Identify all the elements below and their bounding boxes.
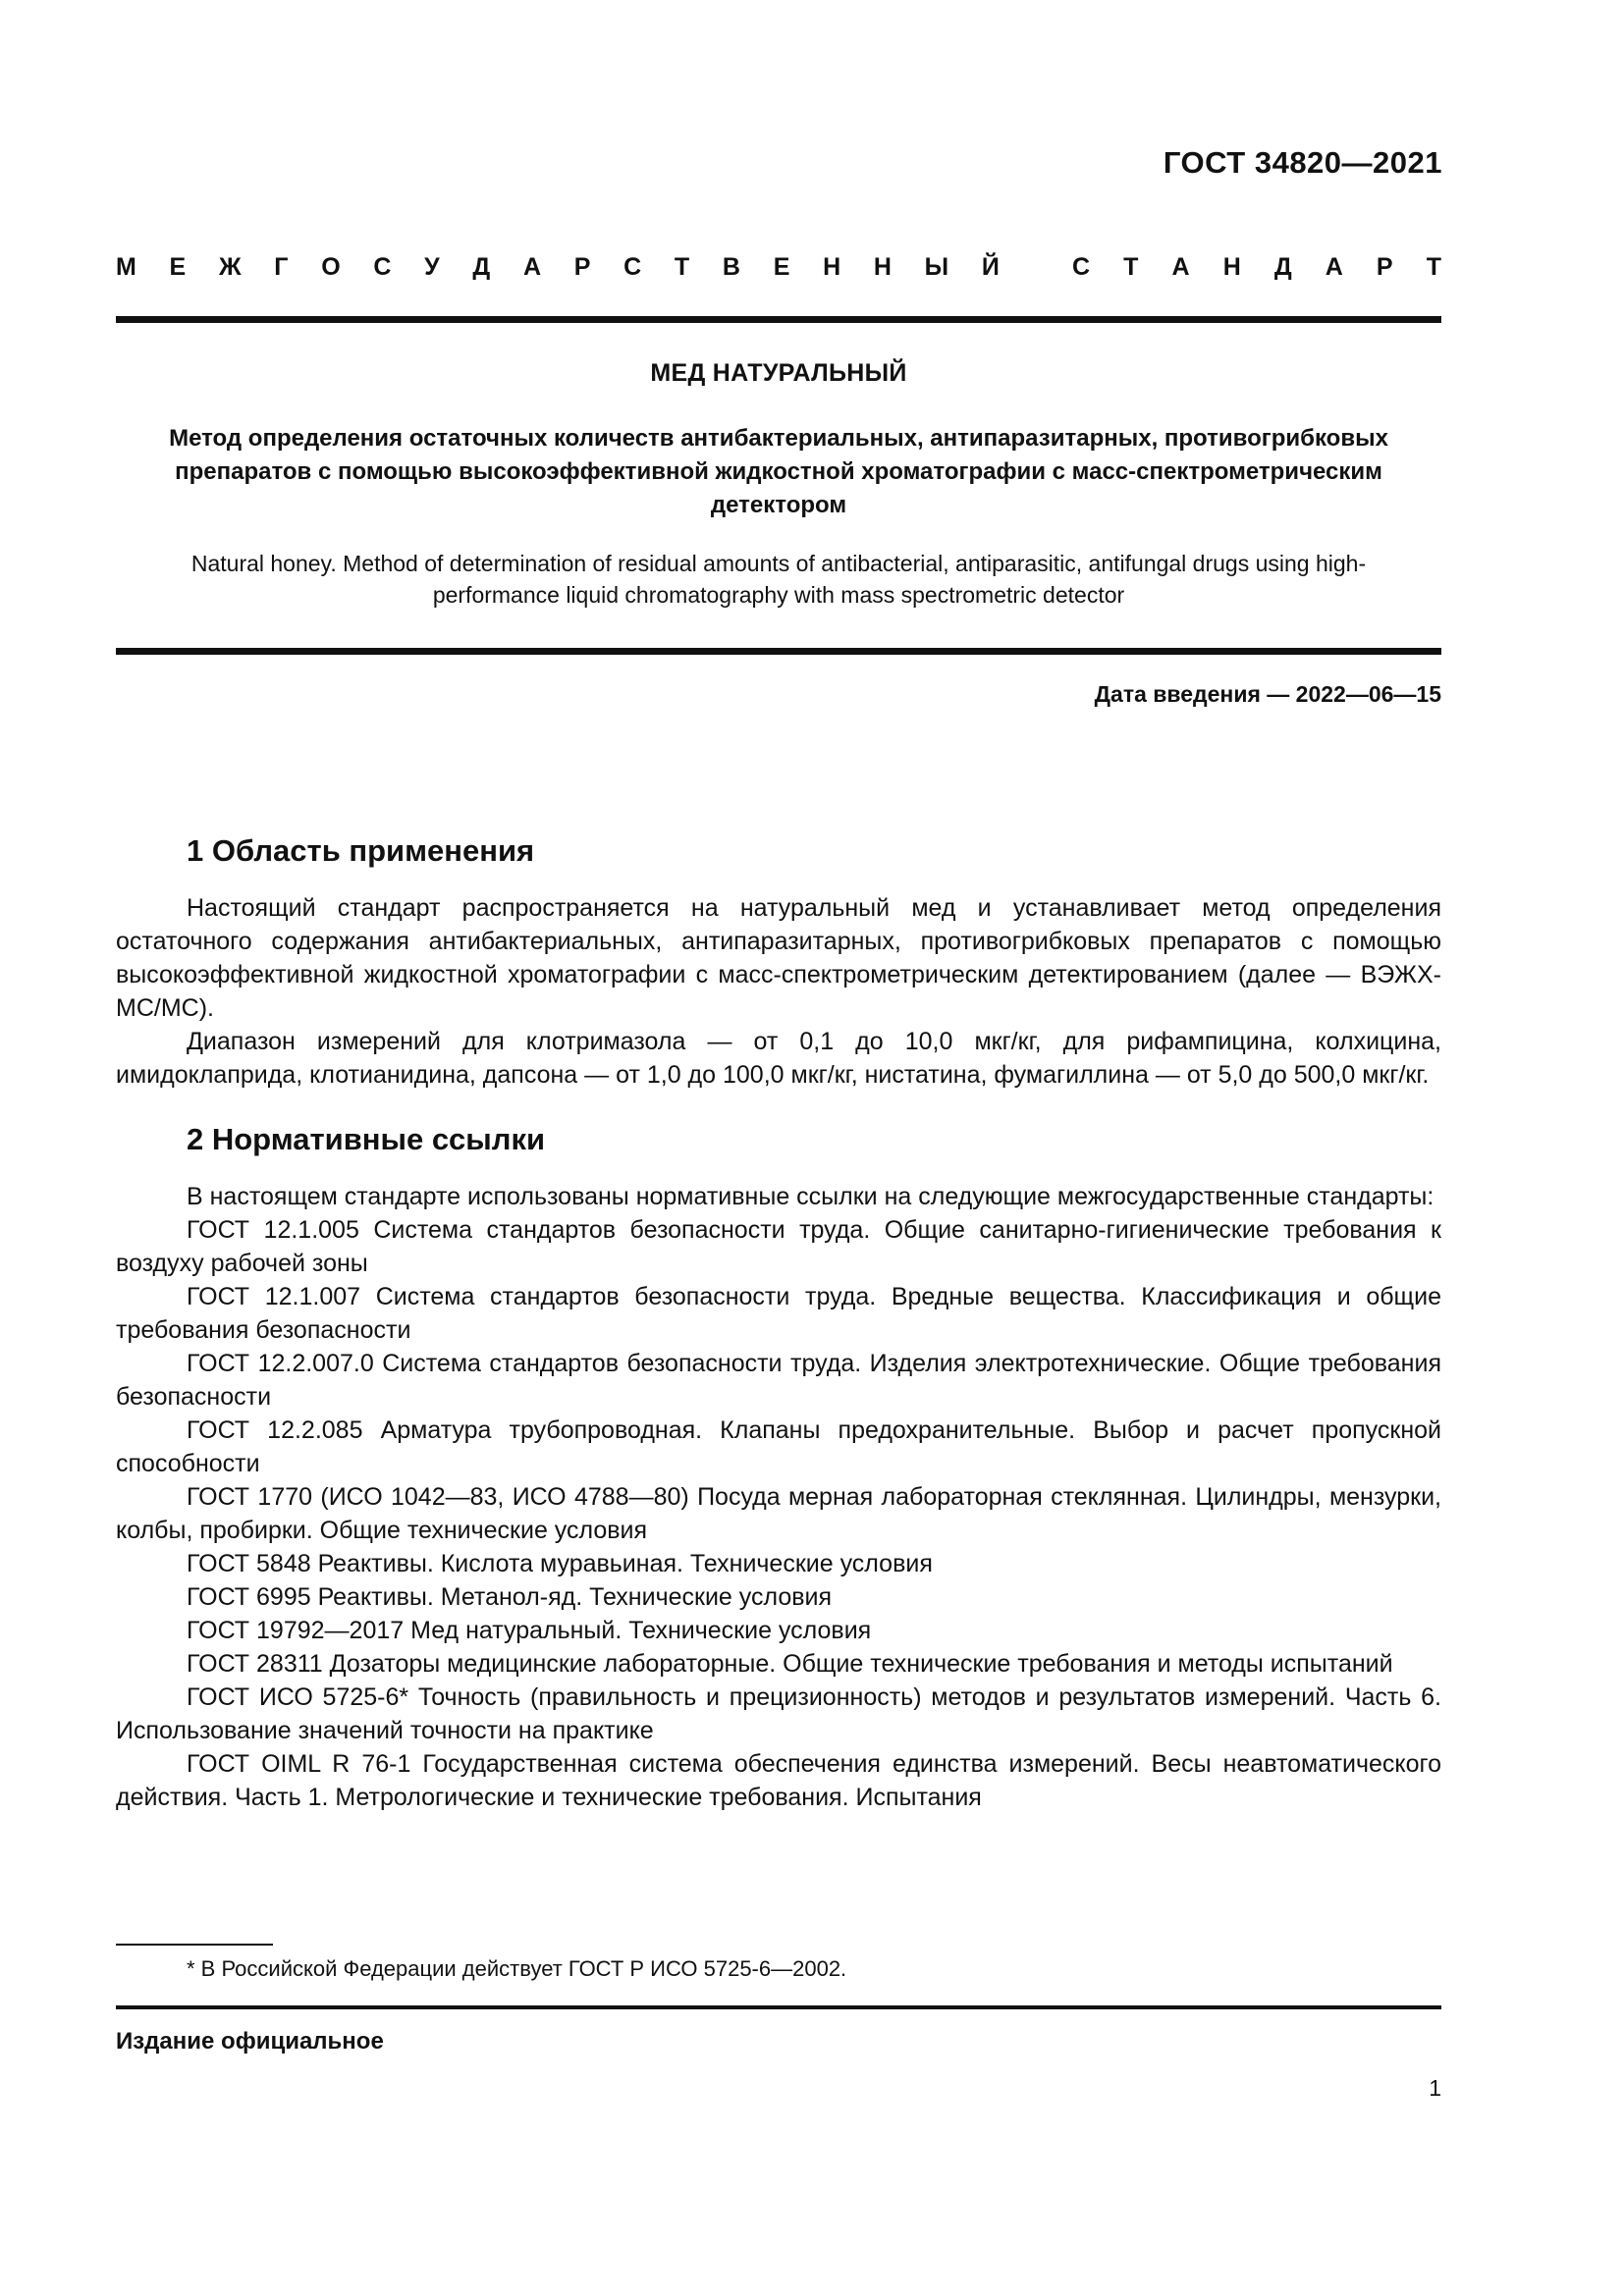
standard-type-word-1 <box>116 253 1000 282</box>
section-paragraph: В настоящем стандарте использованы нормативные ссылки на следующие межгосударственные стандарты: <box>187 1183 1435 1210</box>
section-paragraph: ГОСТ 19792—2017 Мед натуральный. Технические условия <box>187 1617 872 1644</box>
title-bottom-rule <box>116 648 1441 655</box>
standard-type-word-1-letter: Й <box>981 253 1000 281</box>
standard-type-word-2-letter: А <box>1325 253 1343 281</box>
document-subtitle: Метод определения остаточных количеств антибактериальных, антипаразитарных, противогрибковых препаратов с помощью высокоэффективной жидкостной хроматографии с масс-спектрометрическим детектором <box>169 425 1388 518</box>
standard-type-word-1-letter: Ж <box>218 253 242 281</box>
standard-type-word-1-letter: Н <box>873 253 892 281</box>
standard-type-word-2-letter: Н <box>1222 253 1241 281</box>
standard-type-word-1-letter: Ы <box>924 253 949 281</box>
standard-type-word-1-letter: С <box>373 253 392 281</box>
standard-type-word-2-letter: Р <box>1376 253 1393 281</box>
standard-type-word-2 <box>1072 253 1441 282</box>
section-paragraph: ГОСТ 6995 Реактивы. Метанол-яд. Технические условия <box>187 1583 833 1611</box>
bottom-rule <box>116 2005 1441 2009</box>
standard-type-word-2-letter: Т <box>1123 253 1139 281</box>
standard-type-heading <box>116 253 1441 282</box>
standard-type-word-1-letter: Р <box>573 253 591 281</box>
section-paragraph: ГОСТ 12.1.007 Система стандартов безопасности труда. Вредные вещества. Классификация и общие требования безопасности <box>116 1283 1441 1344</box>
section-paragraph: ГОСТ 5848 Реактивы. Кислота муравьиная. Технические условия <box>187 1550 933 1577</box>
standard-type-word-1-letter: У <box>424 253 440 281</box>
top-rule <box>116 316 1441 323</box>
section-paragraph: Настоящий стандарт распространяется на натуральный мед и устанавливает метод определения остаточного содержания антибактериальных, антипаразитарных, противогрибковых препаратов с помощью высокоэффективной жидкостной хроматографии с масс-спектрометрическим детектированием (далее — ВЭЖХ-МС/МС). <box>116 894 1441 1022</box>
standard-type-word-1-letter: М <box>116 253 136 281</box>
page-number: 1 <box>1429 2075 1441 2101</box>
standard-type-word-1-letter: Д <box>472 253 491 281</box>
standard-type-word-1-letter: Е <box>773 253 790 281</box>
standard-type-word-1-letter: Г <box>274 253 289 281</box>
section-paragraph: Диапазон измерений для клотримазола — от 0,1 до 10,0 мкг/кг, для рифампицина, колхицина, имидоклаприда, клотианидина, дапсона — от 1,0 до 100,0 мкг/кг, нистатина, фумагиллина — от 5,0 до 500,0 мкг/кг. <box>116 1028 1441 1089</box>
section-paragraph: ГОСТ OIML R 76-1 Государственная система обеспечения единства измерений. Весы неавтоматического действия. Часть 1. Метрологические и технические требования. Испытания <box>116 1750 1441 1811</box>
standard-type-word-1-letter: Н <box>823 253 841 281</box>
footnote: * В Российской Федерации действует ГОСТ Р ИСО 5725-6—2002. <box>187 1956 847 1981</box>
standard-type-word-1-letter: С <box>623 253 642 281</box>
standard-type-word-2-letter: Д <box>1273 253 1292 281</box>
introduction-date: Дата введения — 2022—06—15 <box>1094 681 1441 707</box>
section-paragraph: ГОСТ ИСО 5725-6* Точность (правильность и прецизионность) методов и результатов измерений. Часть 6. Использование значений точности на практике <box>116 1683 1441 1744</box>
section-heading: 1 Область применения <box>187 833 535 868</box>
standard-type-word-2-letter: А <box>1171 253 1190 281</box>
standard-type-word-2-letter: С <box>1072 253 1091 281</box>
section-paragraph: ГОСТ 12.2.007.0 Система стандартов безопасности труда. Изделия электротехнические. Общие требования безопасности <box>116 1350 1441 1411</box>
section-paragraph: ГОСТ 12.1.005 Система стандартов безопасности труда. Общие санитарно-гигиенические требования к воздуху рабочей зоны <box>116 1216 1441 1277</box>
section-paragraph: ГОСТ 12.2.085 Арматура трубопроводная. Клапаны предохранительные. Выбор и расчет пропускной способности <box>116 1416 1441 1477</box>
document-body <box>116 832 1441 1814</box>
section-heading: 2 Нормативные ссылки <box>187 1122 546 1156</box>
standard-type-word-1-letter: В <box>722 253 740 281</box>
standard-type-word-1-letter: А <box>522 253 542 281</box>
document-title: МЕД НАТУРАЛЬНЫЙ <box>650 359 907 387</box>
footnote-separator <box>116 1944 273 1946</box>
section-paragraph: ГОСТ 1770 (ИСО 1042—83, ИСО 4788—80) Посуда мерная лабораторная стеклянная. Цилиндры, мензурки, колбы, пробирки. Общие технические условия <box>116 1483 1441 1544</box>
standard-type-word-1-letter: О <box>321 253 341 281</box>
document-subtitle-english: Natural honey. Method of determination of residual amounts of antibacterial, antiparasitic, antifungal drugs using high-performance liquid chromatography with mass spectrometric detector <box>190 551 1367 608</box>
standard-type-word-1-letter: Е <box>169 253 187 281</box>
document-number: ГОСТ 34820—2021 <box>1163 145 1442 180</box>
standard-type-word-1-letter: Т <box>674 253 690 281</box>
section-paragraph: ГОСТ 28311 Дозаторы медицинские лабораторные. Общие технические требования и методы испытаний <box>187 1650 1393 1678</box>
standard-type-word-2-letter: Т <box>1426 253 1441 281</box>
edition-label: Издание официальное <box>116 2028 384 2055</box>
